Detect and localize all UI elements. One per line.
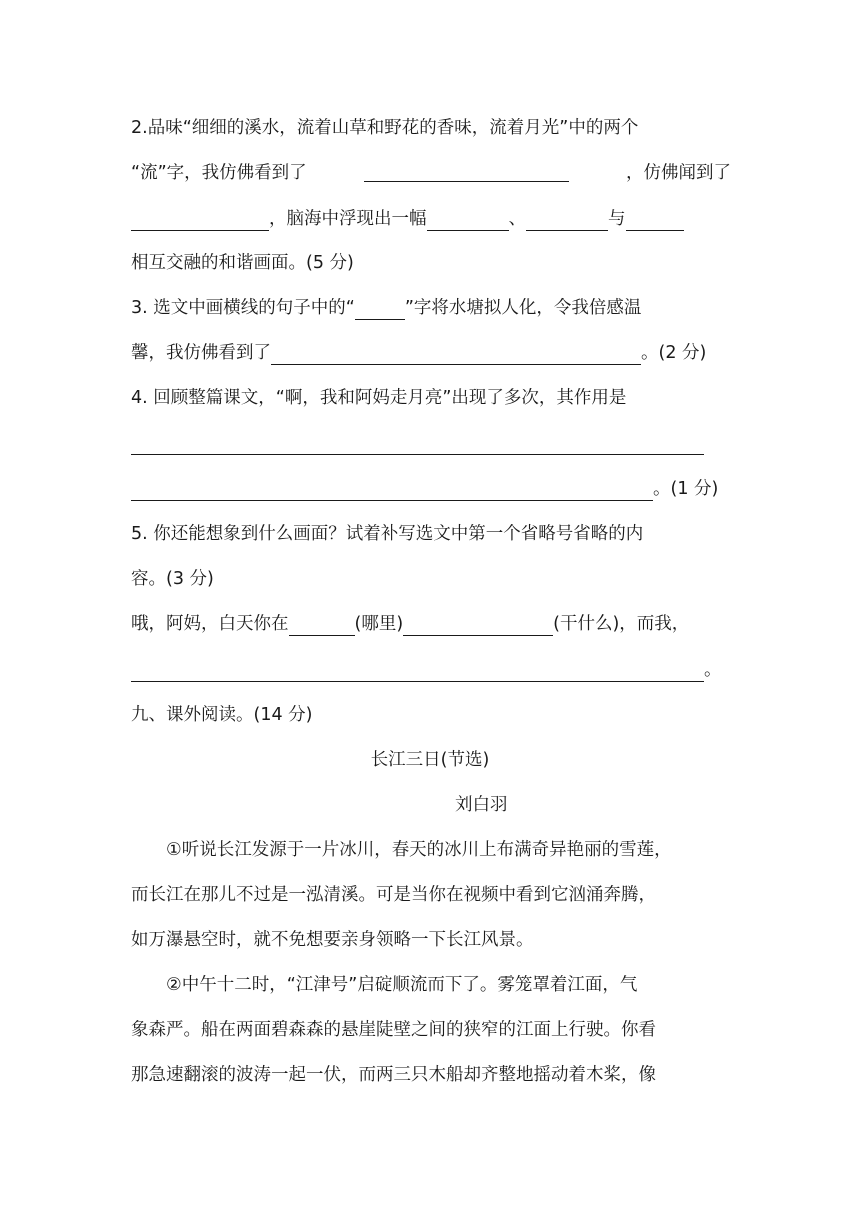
para-1-text-2: 而长江在那儿不过是一泓清溪。可是当你在视频中看到它汹涌奔腾， [131,885,656,905]
article-author [455,793,575,817]
q5-score-text: 容。(3 分) [131,569,214,589]
q4-line-2 [131,431,731,455]
q2-blank-scene-3[interactable] [626,210,684,231]
para-2-text-2: 象森严。船在两面碧森森的悬崖陡壁之间的狭窄的江面上行驶。你看 [131,1020,656,1040]
q2-line-2 [131,161,731,185]
article-author-text: 刘白羽 [455,795,508,815]
q4-line-3 [131,477,731,501]
para-1-line-2 [131,883,731,907]
q5-text-c: (干什么)，而我， [553,614,690,634]
para-1-text-3: 如万瀑悬空时，就不免想要亲身领略一下长江风景。 [131,930,534,950]
q2-blank-smelled[interactable] [131,210,269,231]
para-2-text-3: 那急速翻滚的波涛一起一伏，而两三只木船却齐整地摇动着木桨，像 [131,1065,656,1085]
q5-blank-where[interactable] [289,615,355,636]
q2-blank-scene-1[interactable] [427,210,509,231]
q2-text-b: ，仿佛闻到了 [625,163,731,183]
q5-text-b: (哪里) [354,614,404,634]
q5-line-3 [131,612,731,636]
q3-blank-answer[interactable] [271,344,641,365]
q5-line-2 [131,567,731,591]
q3-text-c: 馨，我仿佛看到了 [131,343,271,363]
para-1-text-1: ①听说长江发源于一片冰川，春天的冰川上布满奇异艳丽的雪莲， [166,840,672,860]
q2-line-1 [131,116,731,140]
q5-blank-what[interactable] [403,615,553,636]
q5-line-4 [131,658,731,682]
section-heading [131,703,731,727]
q2-text-c: ，脑海中浮现出一幅 [269,209,427,229]
para-2-line-3 [131,1063,731,1087]
q3-line-1 [131,296,731,320]
para-2-line-2 [131,1018,731,1042]
q2-text-a: “流”字，我仿佛看到了 [131,163,307,183]
para-2-line-1 [166,973,731,997]
article-title-text: 长江三日(节选) [370,750,490,770]
q3-score: 。(2 分) [641,343,707,363]
q4-blank-answer-2[interactable] [131,480,653,501]
q3-text-b: ”字将水塘拟人化，令我倍感温 [404,298,642,318]
q2-line-3 [131,207,731,231]
q5-line-1 [131,522,731,546]
article-title [0,748,860,772]
q5-end: 。 [704,660,722,680]
q2-blank-scene-2[interactable] [526,210,608,231]
q5-prompt: 5. 你还能想象到什么画面？试着补写选文中第一个省略号省略的内 [131,524,644,544]
q2-line-4 [131,251,731,275]
para-2-text-1: ②中午十二时，“江津号”启碇顺流而下了。雾笼罩着江面，气 [166,975,638,995]
q5-text-a: 哦，阿妈，白天你在 [131,614,289,634]
para-1-line-3 [131,928,731,952]
q3-line-2 [131,341,731,365]
q2-blank-saw[interactable] [364,161,569,182]
q3-text-a: 3. 选文中画横线的句子中的“ [131,298,355,318]
q2-score-text: 相互交融的和谐画面。(5 分) [131,253,354,273]
q4-line-1 [131,386,731,410]
q2-text-e: 与 [608,209,626,229]
q4-blank-answer-1[interactable] [131,434,704,455]
q4-prompt: 4. 回顾整篇课文，“啊，我和阿妈走月亮”出现了多次，其作用是 [131,388,627,408]
q4-score: 。(1 分) [653,479,719,499]
para-1-line-1 [166,838,731,862]
q3-blank-word[interactable] [355,299,405,320]
section-9-heading: 九、课外阅读。(14 分) [131,705,313,725]
q2-text-d: 、 [508,209,526,229]
q5-blank-me[interactable] [131,661,704,682]
q2-prompt: 2.品味“细细的溪水，流着山草和野花的香味，流着月光”中的两个 [131,118,639,138]
